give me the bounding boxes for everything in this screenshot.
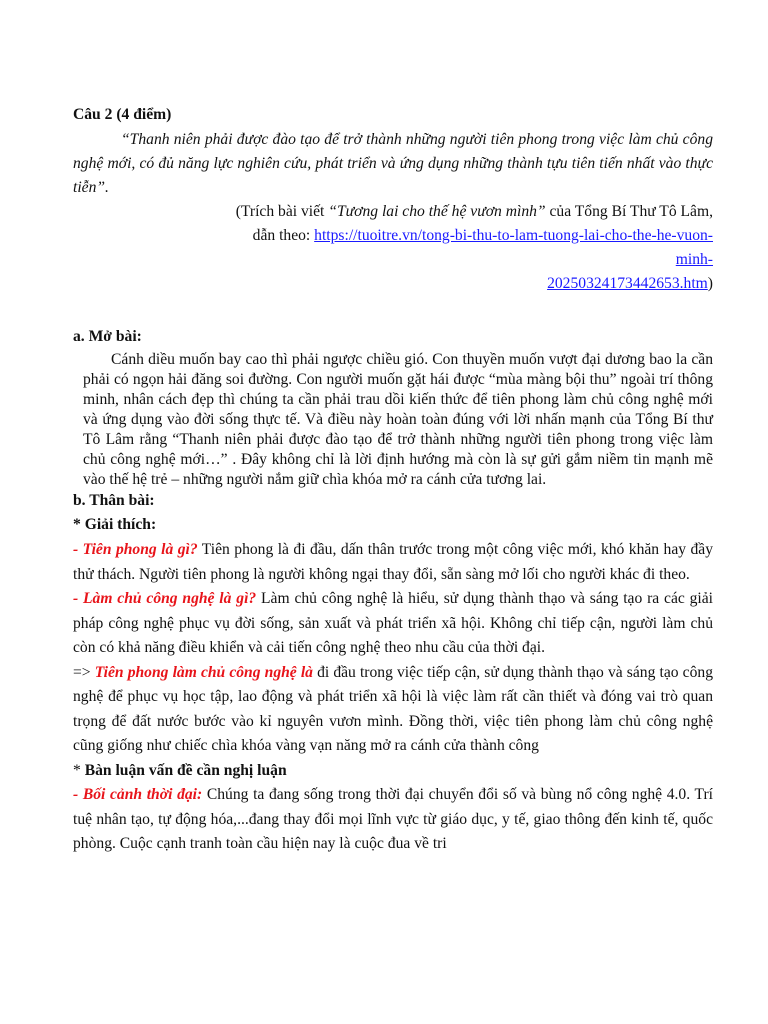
mastery-paragraph bbox=[73, 587, 713, 661]
discussion-heading bbox=[73, 759, 713, 784]
context-paragraph bbox=[73, 783, 713, 857]
conclusion-label: Tiên phong làm chủ công nghệ là bbox=[94, 663, 313, 681]
context-label: - Bối cảnh thời đại: bbox=[73, 786, 203, 803]
opening-paragraph: Cánh diều muốn bay cao thì phải ngược chiều gió. Con thuyền muốn vượt đại dương bao la cần phải có ngọn hải đăng soi đường. Con người muốn gặt hái được “mùa màng bội thu” ngoài trí thông minh, nhân cách đẹp thì chúng ta cần phải trau dồi kiến thức để tiên phong làm chủ công nghệ mới và ứng dụng vào đời sống thực tế. Và điều này hoàn toàn đúng với lời nhấn mạnh của Tổng Bí thư Tô Lâm rằng “Thanh niên phải được đào tạo để trở thành những người tiên phong trong việc làm chủ công nghệ mới…” . Đây không chỉ là lời định hướng mà còn là sự gửi gắm niềm tin mạnh mẽ vào thế hệ trẻ – những người nắm giữ chìa khóa mở ra cánh cửa tương lai. bbox=[83, 351, 713, 488]
conclusion-text: đi đầu trong việc tiếp cận, sử dụng thành thạo và sáng tạo công nghệ để phục vụ học tập, lao động và phát triển xã hội là việc làm rất cần thiết và đóng vai trò quan trọng để đất nước bước vào kỉ nguyên vươn mình. Đồng thời, việc tiên phong làm chủ công nghệ cũng giống như chiếc chìa khóa vàng vạn năng mở ra cánh cửa thành công bbox=[73, 663, 713, 754]
conclusion-paragraph bbox=[73, 661, 713, 759]
mastery-text: Làm chủ công nghệ là hiểu, sử dụng thành thạo và sáng tạo ra các giải pháp công nghệ phục vụ đời sống, sản xuất và phát triển xã hội. Không chỉ tiếp cận, người làm chủ còn có khả năng điều khiển và cải tiến công nghệ theo nhu cầu của thời đại. bbox=[73, 590, 714, 656]
conclusion-arrow: => bbox=[73, 663, 95, 681]
question-title: Câu 2 (4 điểm) bbox=[73, 106, 172, 123]
discussion-title: Bàn luận vấn đề cần nghị luận bbox=[84, 761, 287, 779]
body-heading: b. Thân bài: bbox=[73, 492, 155, 509]
explain-heading: * Giải thích: bbox=[73, 516, 157, 533]
opening-heading: a. Mở bài: bbox=[73, 328, 142, 345]
pioneer-paragraph bbox=[73, 538, 713, 587]
source-link[interactable]: https://tuoitre.vn/tong-bi-thu-to-lam-tuong-lai-cho-the-he-vuon- minh- 20250324173442653.htm bbox=[314, 227, 713, 292]
context-text: Chúng ta đang sống trong thời đại chuyển đổi số và bùng nổ công nghệ 4.0. Trí tuệ nhân tạo, tự động hóa,...đang thay đổi mọi lĩnh vực từ giáo dục, y tế, giao thông đến kinh tế, quốc phòng. Cuộc cạnh tranh toàn cầu hiện nay là cuộc đua về tri bbox=[73, 786, 713, 852]
source-via: dẫn theo: bbox=[252, 227, 315, 244]
pioneer-label: - Tiên phong là gì? bbox=[73, 541, 198, 558]
source-article-title: “Tương lai cho thế hệ vươn mình” bbox=[328, 203, 546, 220]
source-prefix: (Trích bài viết bbox=[235, 203, 329, 220]
document-page bbox=[73, 104, 713, 857]
pioneer-text: Tiên phong là đi đầu, dấn thân trước trong một công việc mới, khó khăn hay đầy thử thách. Người tiên phong là người không ngại thay đổi, sẵn sàng mở lối cho người khác đi theo. bbox=[73, 541, 714, 583]
source-author: của Tổng Bí Thư Tô Lâm, bbox=[545, 203, 713, 220]
discussion-prefix: * bbox=[73, 761, 85, 779]
prompt-quote: “Thanh niên phải được đào tạo để trở thành những người tiên phong trong việc làm chủ công nghệ mới, có đủ năng lực nghiên cứu, phát triển và ứng dụng những thành tựu tiên tiến nhất vào thực tiễn”. bbox=[73, 131, 713, 196]
source-close: ) bbox=[707, 275, 713, 292]
quote-source bbox=[73, 200, 713, 296]
mastery-label: - Làm chủ công nghệ là gì? bbox=[73, 590, 257, 607]
